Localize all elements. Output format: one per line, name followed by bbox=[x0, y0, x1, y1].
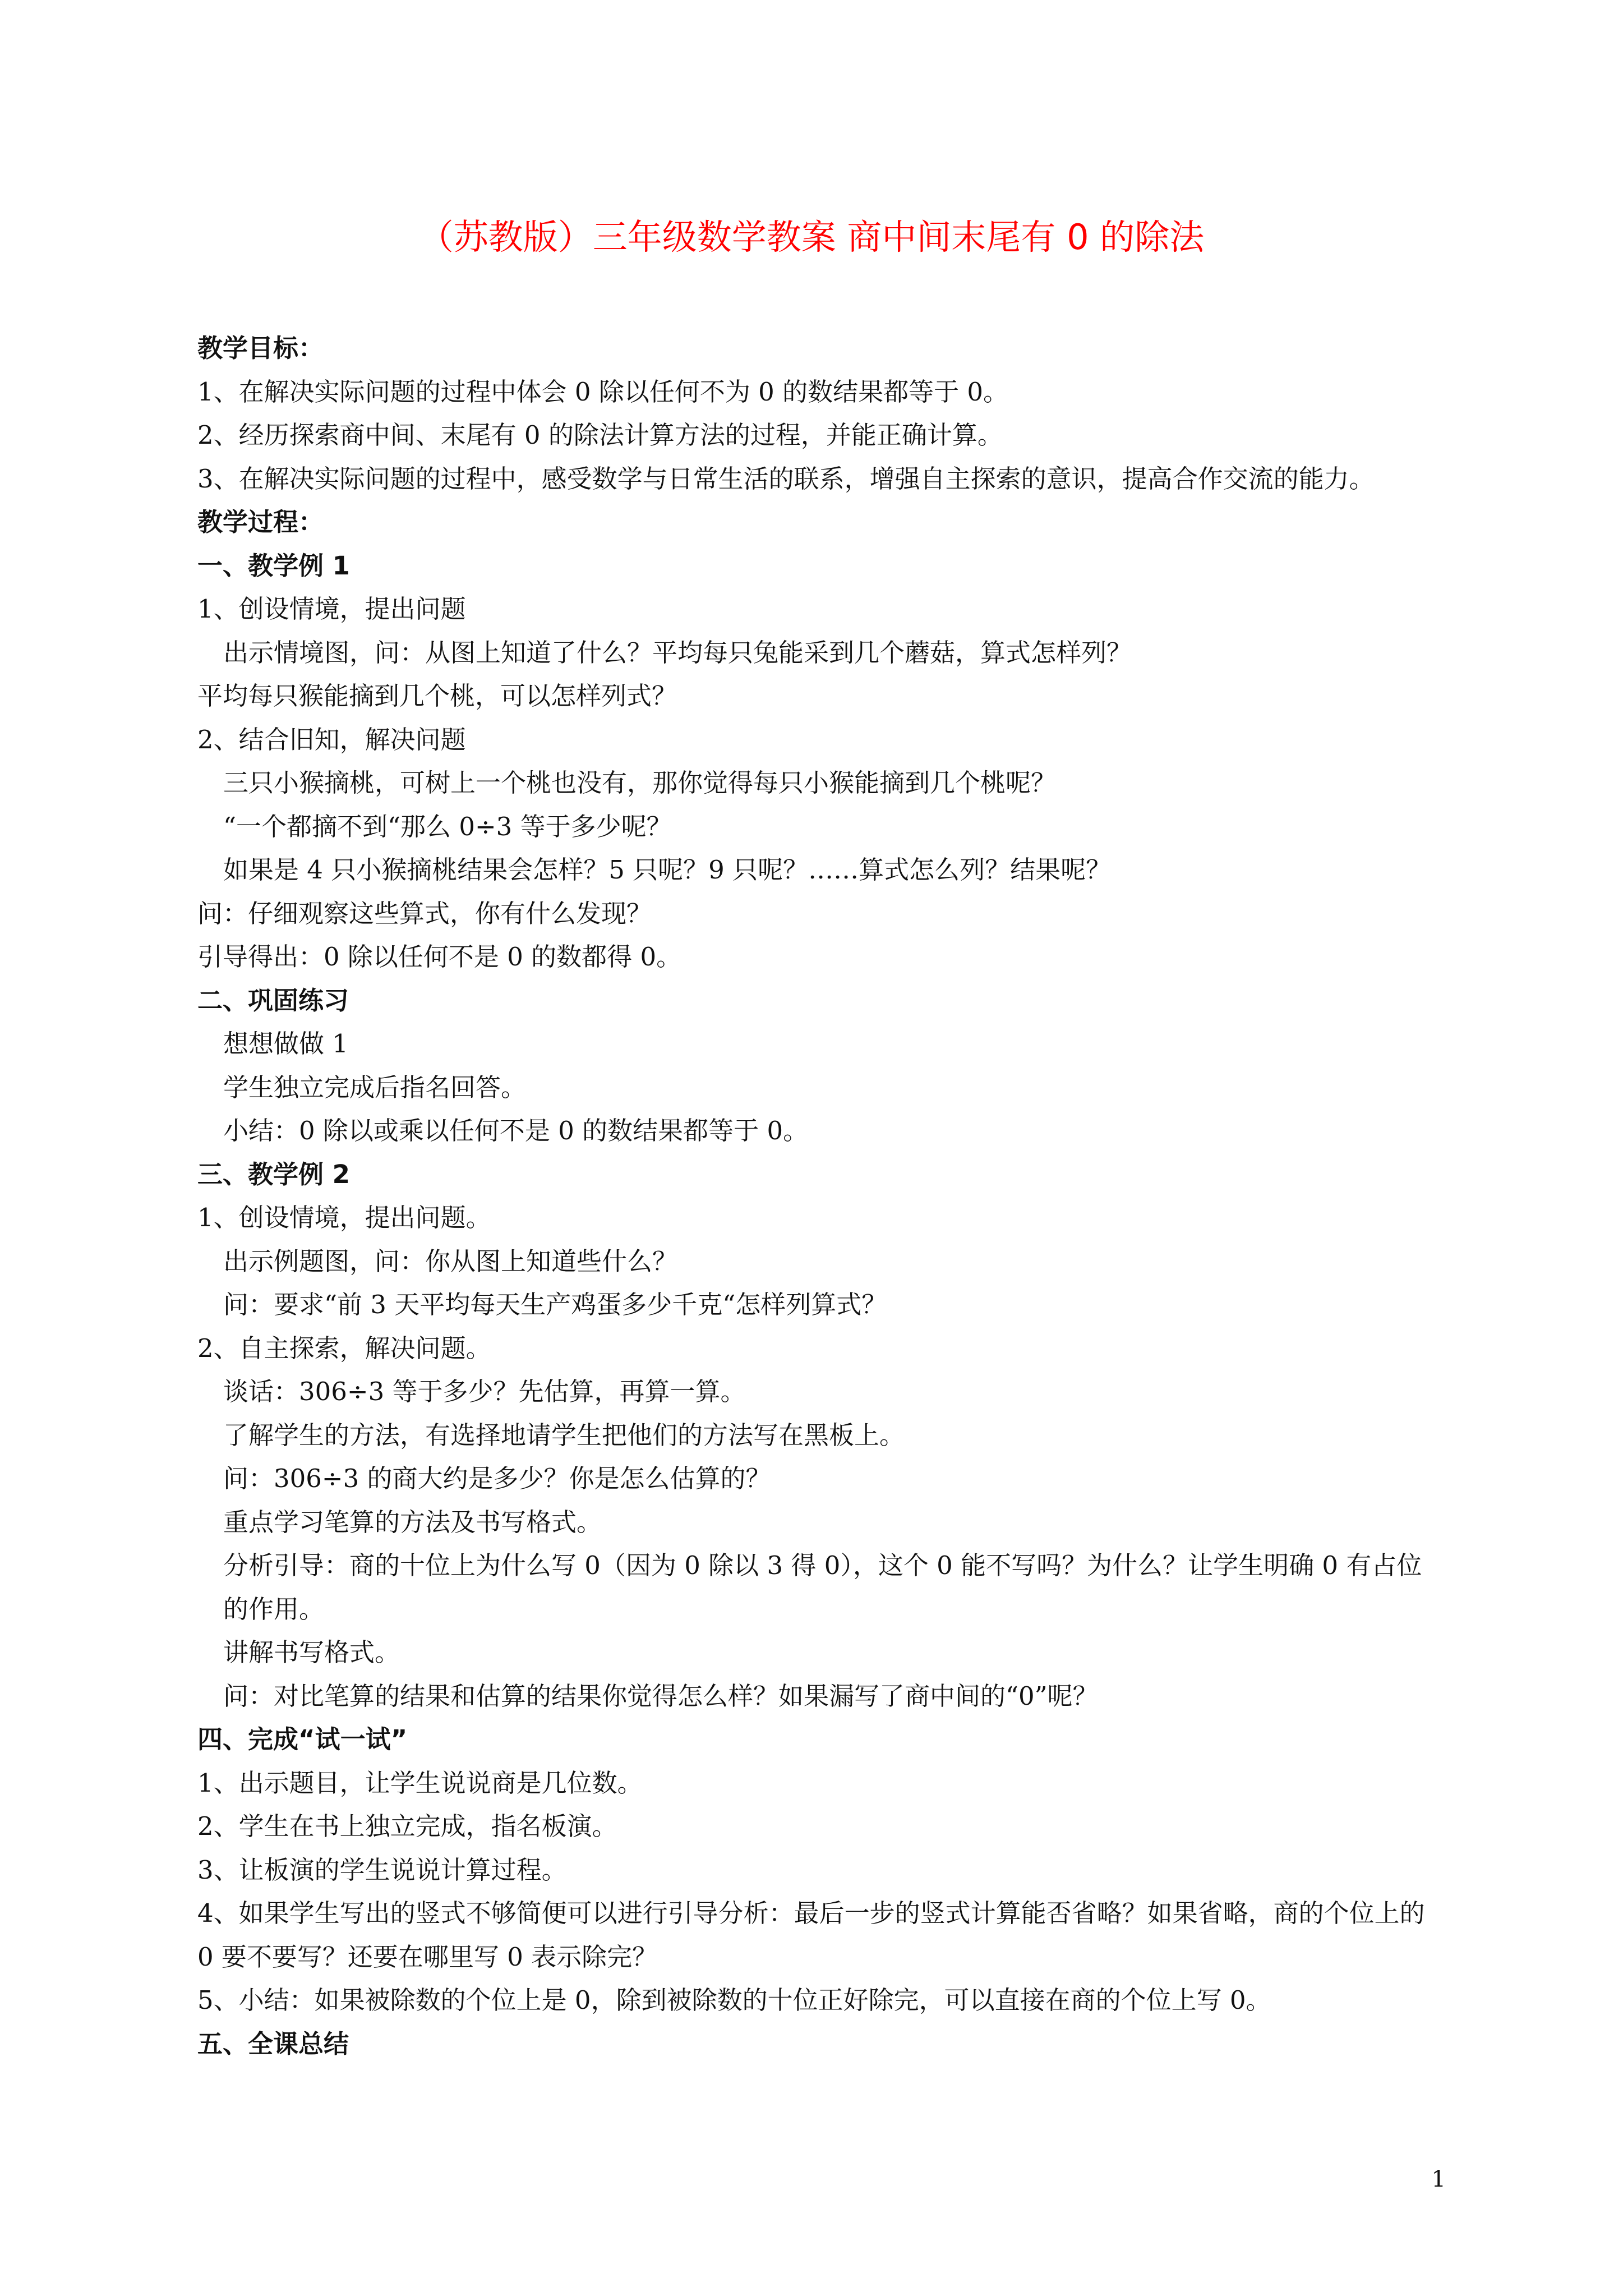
section-heading: 四、完成“试一试” bbox=[197, 1724, 408, 1754]
paragraph-line: 1、出示题目，让学生说说商是几位数。 bbox=[197, 1768, 643, 1798]
paragraph-line: 2、学生在书上独立完成，指名板演。 bbox=[197, 1811, 617, 1841]
paragraph-line: 2、结合旧知，解决问题 bbox=[197, 724, 466, 754]
paragraph-line: 5、小结：如果被除数的个位上是 0，除到被除数的十位正好除完，可以直接在商的个位上写 0。 bbox=[197, 1985, 1271, 2015]
section-heading: 五、全课总结 bbox=[197, 2028, 349, 2059]
paragraph-line: 分析引导：商的十位上为什么写 0（因为 0 除以 3 得 0），这个 0 能不写吗？为什么？让学生明确 0 有占位的作用。 bbox=[223, 1550, 1422, 1624]
paragraph-line: 平均每只猴能摘到几个桃，可以怎样列式？ bbox=[197, 681, 677, 711]
paragraph-line: 出示情境图，问：从图上知道了什么？平均每只兔能采到几个蘑菇，算式怎样列？ bbox=[223, 637, 1132, 668]
paragraph-line: 谈话：306÷3 等于多少？先估算，再算一算。 bbox=[223, 1377, 746, 1406]
paragraph-line: 1、创设情境，提出问题。 bbox=[197, 1203, 491, 1232]
paragraph-line: 2、自主探索，解决问题。 bbox=[197, 1333, 491, 1363]
paragraph-line: 讲解书写格式。 bbox=[223, 1637, 400, 1667]
section-heading: 教学过程： bbox=[197, 507, 324, 537]
paragraph-line: 三只小猴摘桃，可树上一个桃也没有，那你觉得每只小猴能摘到几个桃呢？ bbox=[223, 768, 1057, 798]
paragraph-line: 引导得出：0 除以任何不是 0 的数都得 0。 bbox=[197, 942, 682, 972]
paragraph-line: 想想做做 1 bbox=[223, 1029, 348, 1059]
paragraph-line: 1、在解决实际问题的过程中体会 0 除以任何不为 0 的数结果都等于 0。 bbox=[197, 376, 1009, 407]
paragraph-line: “一个都摘不到“那么 0÷3 等于多少呢？ bbox=[223, 811, 672, 841]
paragraph-line: 了解学生的方法，有选择地请学生把他们的方法写在黑板上。 bbox=[223, 1420, 905, 1450]
document-body bbox=[197, 326, 1440, 2065]
paragraph-line: 问：对比笔算的结果和估算的结果你觉得怎么样？如果漏写了商中间的“0”呢？ bbox=[223, 1681, 1098, 1711]
section-heading: 一、教学例 1 bbox=[197, 550, 350, 581]
paragraph-line: 4、如果学生写出的竖式不够简便可以进行引导分析：最后一步的竖式计算能否省略？如果省略，商的个位上的 0 要不要写？还要在哪里写 0 表示除完？ bbox=[197, 1898, 1425, 1972]
paragraph-line: 问：仔细观察这些算式，你有什么发现？ bbox=[197, 898, 652, 928]
paragraph-line: 重点学习笔算的方法及书写格式。 bbox=[223, 1507, 602, 1537]
paragraph-line: 1、创设情境，提出问题 bbox=[197, 594, 466, 624]
page-number: 1 bbox=[1431, 2166, 1446, 2192]
paragraph-line: 3、在解决实际问题的过程中，感受数学与日常生活的联系，增强自主探索的意识，提高合作交流的能力。 bbox=[197, 463, 1375, 494]
section-heading: 三、教学例 2 bbox=[197, 1159, 350, 1189]
paragraph-line: 学生独立完成后指名回答。 bbox=[223, 1072, 527, 1102]
paragraph-line: 2、经历探索商中间、末尾有 0 的除法计算方法的过程，并能正确计算。 bbox=[197, 420, 1003, 450]
paragraph-line: 出示例题图，问：你从图上知道些什么？ bbox=[223, 1246, 678, 1276]
section-heading: 二、巩固练习 bbox=[197, 985, 349, 1015]
paragraph-line: 问：306÷3 的商大约是多少？你是怎么估算的？ bbox=[223, 1464, 771, 1493]
paragraph-line: 问：要求“前 3 天平均每天生产鸡蛋多少千克“怎样列算式？ bbox=[223, 1290, 887, 1319]
document-title: （苏教版）三年级数学教案 商中间末尾有 0 的除法 bbox=[418, 217, 1205, 257]
paragraph-line: 3、让板演的学生说说计算过程。 bbox=[197, 1855, 567, 1885]
paragraph-line: 小结：0 除以或乘以任何不是 0 的数结果都等于 0。 bbox=[223, 1116, 809, 1145]
section-heading: 教学目标： bbox=[197, 333, 324, 363]
paragraph-line: 如果是 4 只小猴摘桃结果会怎样？5 只呢？9 只呢？……算式怎么列？结果呢？ bbox=[223, 855, 1112, 885]
